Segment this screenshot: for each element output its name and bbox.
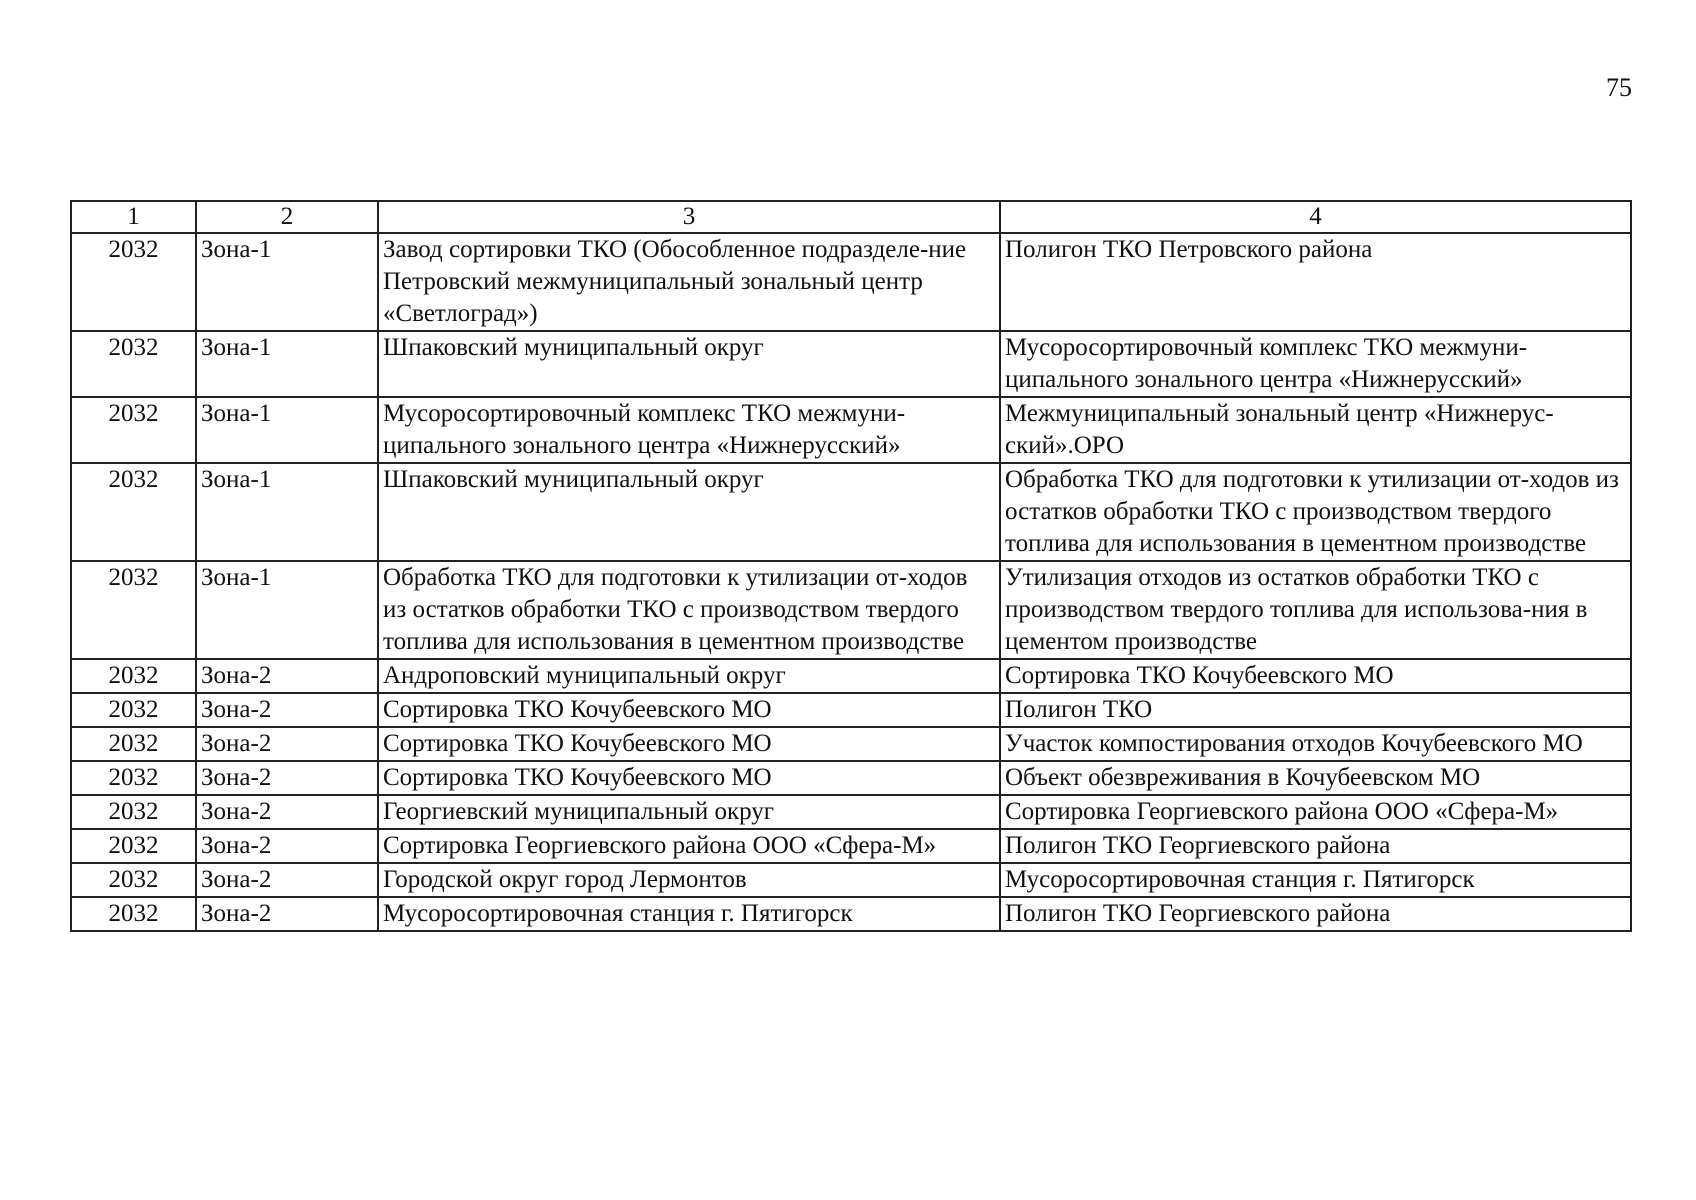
year-cell: 2032: [71, 659, 196, 693]
source-cell: Шпаковский муниципальный округ: [378, 331, 1000, 397]
table-row: [71, 829, 1631, 863]
column-header-2: 2: [196, 201, 378, 233]
destination-cell: Мусоросортировочный комплекс ТКО межмуни-ципального зонального центра «Нижнерусский»: [1000, 331, 1631, 397]
table-row: [71, 561, 1631, 659]
table-row: [71, 659, 1631, 693]
destination-cell: Утилизация отходов из остатков обработки ТКО с производством твердого топлива для использова-ния в цементом производстве: [1000, 561, 1631, 659]
source-cell: Сортировка ТКО Кочубеевского МО: [378, 761, 1000, 795]
source-cell: Сортировка ТКО Кочубеевского МО: [378, 727, 1000, 761]
year-cell: 2032: [71, 233, 196, 331]
source-cell: Городской округ город Лермонтов: [378, 863, 1000, 897]
year-cell: 2032: [71, 397, 196, 463]
source-cell: Обработка ТКО для подготовки к утилизации от-ходов из остатков обработки ТКО с производством твердого топлива для использования в цементном производстве: [378, 561, 1000, 659]
table-row: [71, 761, 1631, 795]
zone-cell: Зона-2: [196, 863, 378, 897]
year-cell: 2032: [71, 897, 196, 931]
year-cell: 2032: [71, 331, 196, 397]
table-row: [71, 693, 1631, 727]
table-header-row: [71, 201, 1631, 233]
year-cell: 2032: [71, 693, 196, 727]
column-header-1: 1: [71, 201, 196, 233]
year-cell: 2032: [71, 863, 196, 897]
table-row: [71, 233, 1631, 331]
year-cell: 2032: [71, 829, 196, 863]
table-row: [71, 863, 1631, 897]
zone-cell: Зона-1: [196, 463, 378, 561]
zone-cell: Зона-2: [196, 659, 378, 693]
source-cell: Мусоросортировочный комплекс ТКО межмуни-ципального зонального центра «Нижнерусский»: [378, 397, 1000, 463]
table-row: [71, 897, 1631, 931]
source-cell: Шпаковский муниципальный округ: [378, 463, 1000, 561]
column-header-3: 3: [378, 201, 1000, 233]
waste-flow-table: [70, 200, 1632, 932]
year-cell: 2032: [71, 795, 196, 829]
zone-cell: Зона-2: [196, 829, 378, 863]
zone-cell: Зона-2: [196, 897, 378, 931]
table-row: [71, 795, 1631, 829]
source-cell: Мусоросортировочная станция г. Пятигорск: [378, 897, 1000, 931]
table-row: [71, 727, 1631, 761]
year-cell: 2032: [71, 761, 196, 795]
zone-cell: Зона-1: [196, 233, 378, 331]
zone-cell: Зона-2: [196, 761, 378, 795]
destination-cell: Полигон ТКО Петровского района: [1000, 233, 1631, 331]
table-row: [71, 397, 1631, 463]
destination-cell: Полигон ТКО: [1000, 693, 1631, 727]
source-cell: Андроповский муниципальный округ: [378, 659, 1000, 693]
source-cell: Сортировка ТКО Кочубеевского МО: [378, 693, 1000, 727]
destination-cell: Сортировка Георгиевского района ООО «Сфера-М»: [1000, 795, 1631, 829]
zone-cell: Зона-1: [196, 561, 378, 659]
zone-cell: Зона-2: [196, 693, 378, 727]
destination-cell: Обработка ТКО для подготовки к утилизации от-ходов из остатков обработки ТКО с производством твердого топлива для использования в цементном производстве: [1000, 463, 1631, 561]
zone-cell: Зона-2: [196, 795, 378, 829]
zone-cell: Зона-1: [196, 397, 378, 463]
destination-cell: Участок компостирования отходов Кочубеевского МО: [1000, 727, 1631, 761]
destination-cell: Объект обезвреживания в Кочубеевском МО: [1000, 761, 1631, 795]
table-row: [71, 463, 1631, 561]
destination-cell: Полигон ТКО Георгиевского района: [1000, 829, 1631, 863]
year-cell: 2032: [71, 561, 196, 659]
year-cell: 2032: [71, 463, 196, 561]
column-header-4: 4: [1000, 201, 1631, 233]
destination-cell: Полигон ТКО Георгиевского района: [1000, 897, 1631, 931]
source-cell: Сортировка Георгиевского района ООО «Сфера-М»: [378, 829, 1000, 863]
source-cell: Завод сортировки ТКО (Обособленное подразделе-ние Петровский межмуниципальный зональный центр «Светлоград»): [378, 233, 1000, 331]
destination-cell: Сортировка ТКО Кочубеевского МО: [1000, 659, 1631, 693]
table-row: [71, 331, 1631, 397]
source-cell: Георгиевский муниципальный округ: [378, 795, 1000, 829]
destination-cell: Межмуниципальный зональный центр «Нижнерус-ский».ОРО: [1000, 397, 1631, 463]
destination-cell: Мусоросортировочная станция г. Пятигорск: [1000, 863, 1631, 897]
year-cell: 2032: [71, 727, 196, 761]
zone-cell: Зона-1: [196, 331, 378, 397]
zone-cell: Зона-2: [196, 727, 378, 761]
page-number: 75: [1606, 73, 1632, 102]
